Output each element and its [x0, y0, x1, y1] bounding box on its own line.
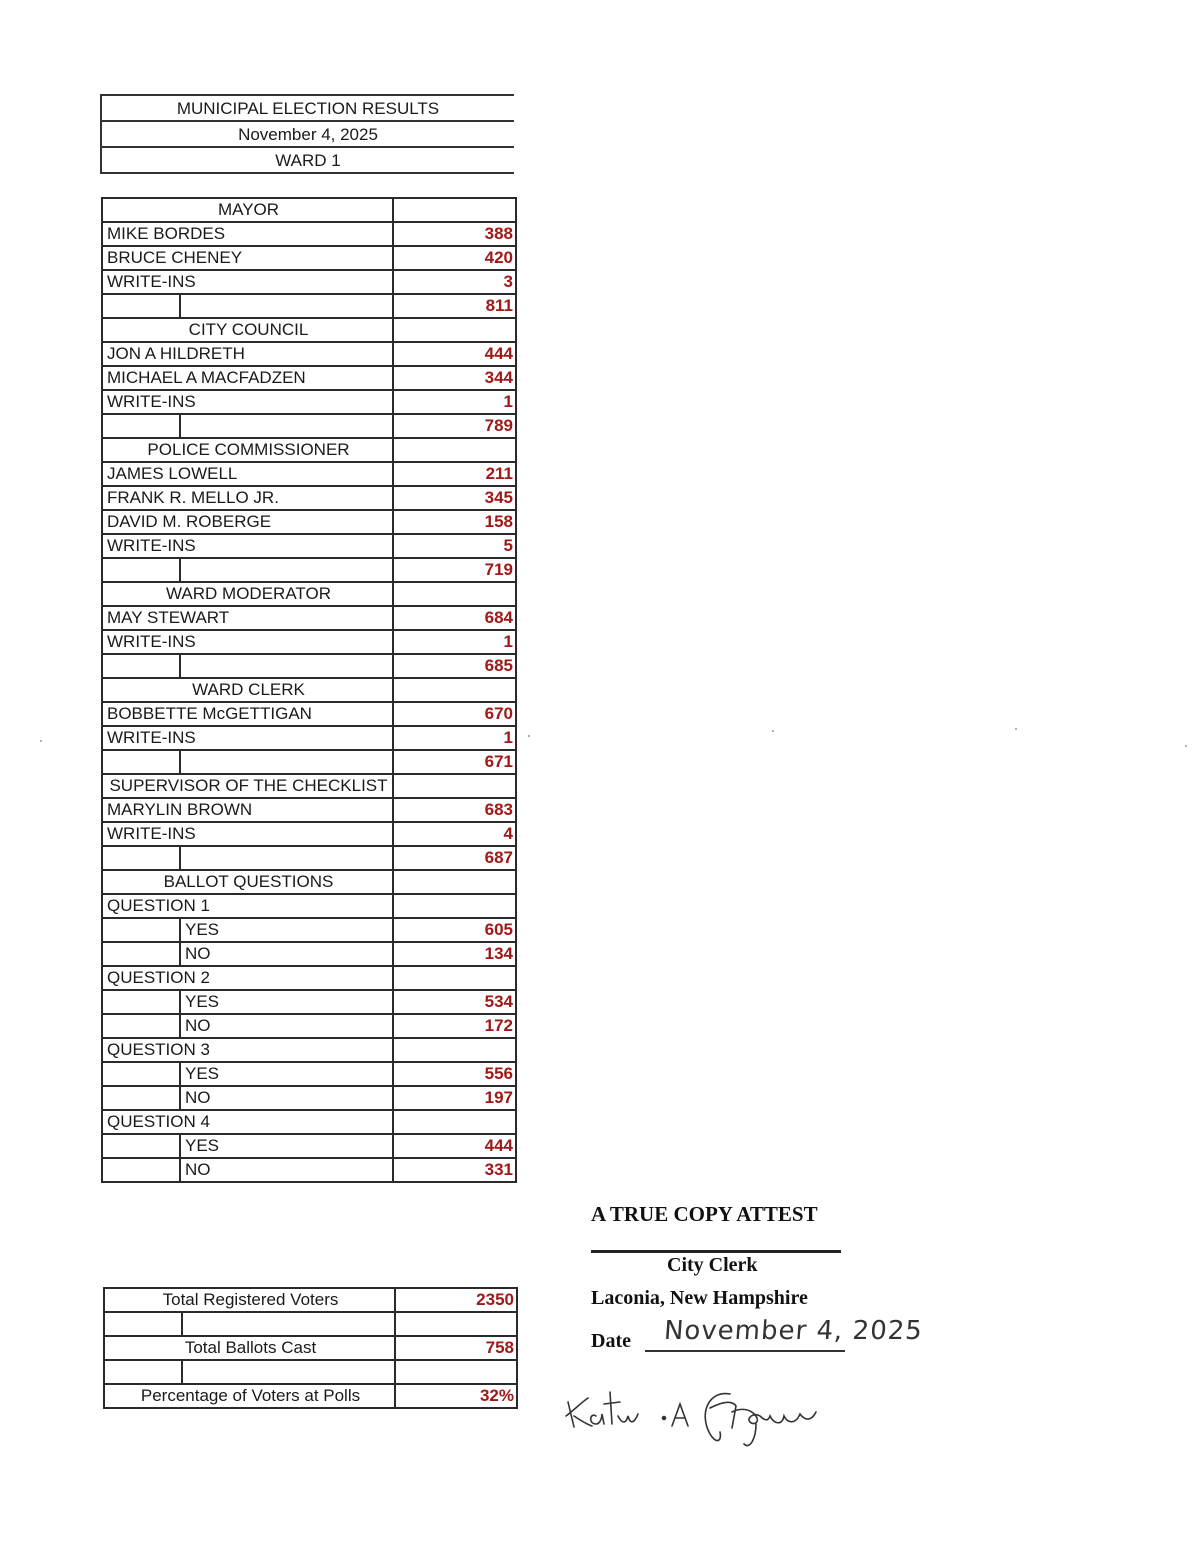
candidate-row	[102, 390, 516, 414]
question-row	[102, 966, 516, 990]
answer-label: NO	[180, 1014, 393, 1038]
candidate-name: DAVID M. ROBERGE	[102, 510, 393, 534]
answer-label: YES	[180, 1062, 393, 1086]
section-title: MAYOR	[102, 198, 393, 222]
race-total: 719	[393, 558, 516, 582]
answer-row-yes	[102, 1062, 516, 1086]
scan-speck	[528, 735, 530, 737]
date-label: Date	[591, 1330, 631, 1352]
candidate-row	[102, 486, 516, 510]
scan-speck	[772, 730, 774, 732]
question-label: QUESTION 1	[102, 894, 393, 918]
candidate-row	[102, 222, 516, 246]
scan-speck	[40, 740, 42, 742]
candidate-name: MAY STEWART	[102, 606, 393, 630]
answer-label: YES	[180, 1134, 393, 1158]
totals-table	[103, 1287, 518, 1409]
section-title: BALLOT QUESTIONS	[102, 870, 393, 894]
vote-count: 556	[393, 1062, 516, 1086]
registered-voters-row	[104, 1288, 517, 1312]
vote-count: 1	[393, 726, 516, 750]
document-title: MUNICIPAL ELECTION RESULTS	[102, 96, 514, 122]
ballots-cast-label: Total Ballots Cast	[104, 1336, 395, 1360]
vote-count: 4	[393, 822, 516, 846]
clerk-role: City Clerk	[667, 1254, 758, 1276]
section-header-police-commissioner	[102, 438, 516, 462]
vote-count: 158	[393, 510, 516, 534]
spacer-row	[104, 1312, 517, 1336]
answer-label: NO	[180, 942, 393, 966]
candidate-name: BRUCE CHENEY	[102, 246, 393, 270]
turnout-row	[104, 1384, 517, 1408]
candidate-name: WRITE-INS	[102, 270, 393, 294]
vote-count: 197	[393, 1086, 516, 1110]
section-header-city-council	[102, 318, 516, 342]
vote-count: 1	[393, 630, 516, 654]
candidate-name: MIKE BORDES	[102, 222, 393, 246]
candidate-row	[102, 246, 516, 270]
answer-row-no	[102, 1014, 516, 1038]
scan-speck	[1185, 745, 1187, 747]
vote-count: 172	[393, 1014, 516, 1038]
candidate-name: WRITE-INS	[102, 390, 393, 414]
race-total: 687	[393, 846, 516, 870]
vote-count: 211	[393, 462, 516, 486]
answer-row-yes	[102, 918, 516, 942]
ballots-cast-value: 758	[395, 1336, 517, 1360]
total-row	[102, 414, 516, 438]
question-row	[102, 1110, 516, 1134]
candidate-row	[102, 798, 516, 822]
candidate-row	[102, 534, 516, 558]
section-title: POLICE COMMISSIONER	[102, 438, 393, 462]
total-row	[102, 846, 516, 870]
answer-row-no	[102, 942, 516, 966]
section-header-supervisor-checklist	[102, 774, 516, 798]
race-total: 685	[393, 654, 516, 678]
candidate-name: WRITE-INS	[102, 534, 393, 558]
city-name: Laconia, New Hampshire	[591, 1287, 808, 1309]
turnout-value: 32%	[395, 1384, 517, 1408]
results-table	[101, 197, 517, 1183]
results-header	[100, 94, 514, 174]
total-row	[102, 654, 516, 678]
date-line	[645, 1350, 845, 1352]
scan-speck	[1015, 728, 1017, 730]
section-title: WARD CLERK	[102, 678, 393, 702]
question-label: QUESTION 4	[102, 1110, 393, 1134]
answer-row-yes	[102, 990, 516, 1014]
vote-count: 3	[393, 270, 516, 294]
candidate-name: MARYLIN BROWN	[102, 798, 393, 822]
section-header-mayor	[102, 198, 516, 222]
vote-count: 684	[393, 606, 516, 630]
candidate-row	[102, 342, 516, 366]
candidate-row	[102, 462, 516, 486]
section-header-ward-moderator	[102, 582, 516, 606]
candidate-name: MICHAEL A MACFADZEN	[102, 366, 393, 390]
answer-label: YES	[180, 990, 393, 1014]
answer-row-yes	[102, 1134, 516, 1158]
attest-title: A TRUE COPY ATTEST	[591, 1202, 818, 1226]
vote-count: 134	[393, 942, 516, 966]
candidate-name: WRITE-INS	[102, 726, 393, 750]
question-label: QUESTION 3	[102, 1038, 393, 1062]
ballots-cast-row	[104, 1336, 517, 1360]
total-row	[102, 294, 516, 318]
vote-count: 683	[393, 798, 516, 822]
handwritten-date: November 4, 2025	[662, 1316, 924, 1346]
answer-row-no	[102, 1158, 516, 1182]
vote-count: 420	[393, 246, 516, 270]
section-title: SUPERVISOR OF THE CHECKLIST	[102, 774, 393, 798]
race-total: 671	[393, 750, 516, 774]
vote-count: 670	[393, 702, 516, 726]
vote-count: 388	[393, 222, 516, 246]
candidate-row	[102, 510, 516, 534]
candidate-name: JAMES LOWELL	[102, 462, 393, 486]
ward-label: WARD 1	[102, 148, 514, 174]
signature-line	[591, 1250, 841, 1253]
race-total: 789	[393, 414, 516, 438]
spacer-row	[104, 1360, 517, 1384]
section-header-ward-clerk	[102, 678, 516, 702]
election-date: November 4, 2025	[102, 122, 514, 148]
candidate-row	[102, 366, 516, 390]
candidate-row	[102, 726, 516, 750]
vote-count: 1	[393, 390, 516, 414]
vote-count: 345	[393, 486, 516, 510]
total-row	[102, 558, 516, 582]
registered-voters-value: 2350	[395, 1288, 517, 1312]
section-header-ballot-questions	[102, 870, 516, 894]
candidate-name: WRITE-INS	[102, 822, 393, 846]
answer-label: NO	[180, 1086, 393, 1110]
answer-label: NO	[180, 1158, 393, 1182]
vote-count: 344	[393, 366, 516, 390]
vote-count: 444	[393, 1134, 516, 1158]
answer-label: YES	[180, 918, 393, 942]
question-row	[102, 894, 516, 918]
candidate-row	[102, 822, 516, 846]
registered-voters-label: Total Registered Voters	[104, 1288, 395, 1312]
answer-row-no	[102, 1086, 516, 1110]
candidate-name: JON A HILDRETH	[102, 342, 393, 366]
candidate-row	[102, 606, 516, 630]
candidate-name: FRANK R. MELLO JR.	[102, 486, 393, 510]
vote-count: 5	[393, 534, 516, 558]
total-row	[102, 750, 516, 774]
section-title: CITY COUNCIL	[102, 318, 393, 342]
vote-count: 605	[393, 918, 516, 942]
candidate-row	[102, 630, 516, 654]
candidate-row	[102, 270, 516, 294]
question-row	[102, 1038, 516, 1062]
candidate-name: WRITE-INS	[102, 630, 393, 654]
vote-count: 331	[393, 1158, 516, 1182]
question-label: QUESTION 2	[102, 966, 393, 990]
signature-icon	[560, 1372, 830, 1452]
section-title: WARD MODERATOR	[102, 582, 393, 606]
vote-count: 444	[393, 342, 516, 366]
candidate-name: BOBBETTE McGETTIGAN	[102, 702, 393, 726]
turnout-label: Percentage of Voters at Polls	[104, 1384, 395, 1408]
candidate-row	[102, 702, 516, 726]
vote-count: 534	[393, 990, 516, 1014]
race-total: 811	[393, 294, 516, 318]
